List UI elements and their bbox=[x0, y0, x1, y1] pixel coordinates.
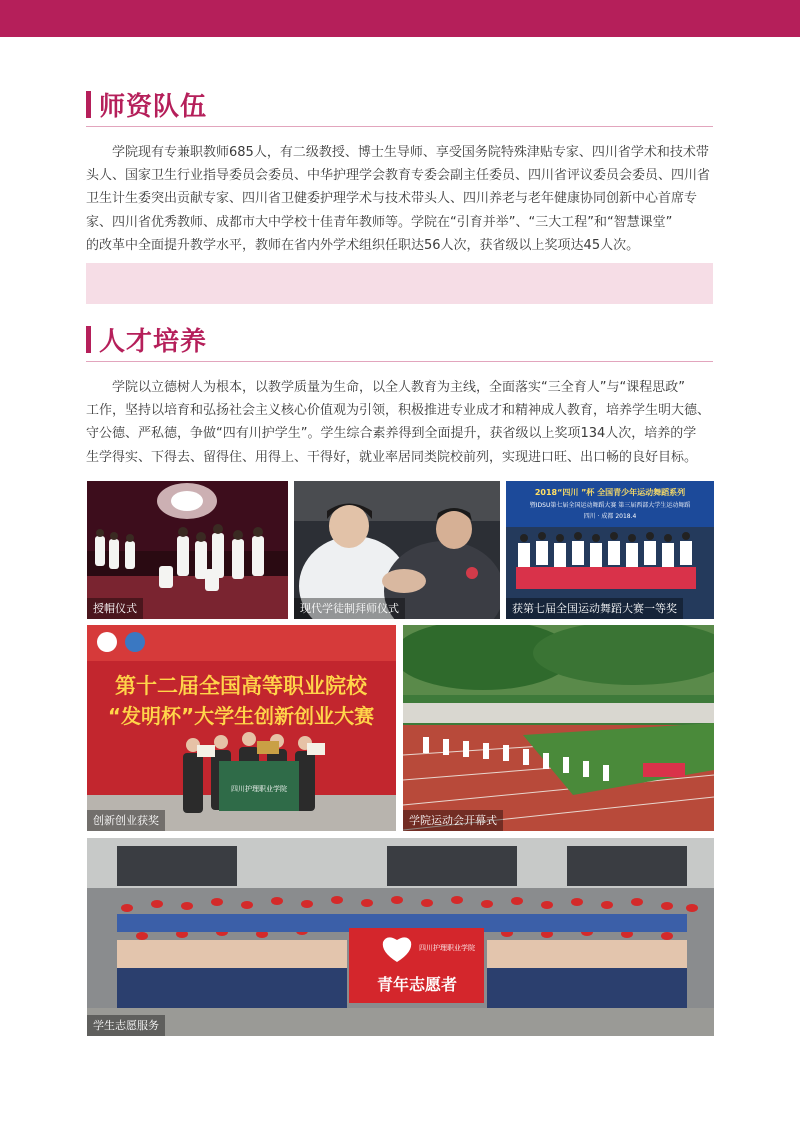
photo-caption: 创新创业获奖 bbox=[87, 810, 165, 831]
faculty-section-heading bbox=[86, 86, 207, 123]
pink-band bbox=[86, 263, 713, 304]
photo-caption: 学生志愿服务 bbox=[87, 1015, 165, 1036]
photo-caption: 获第七届全国运动舞蹈大赛一等奖 bbox=[506, 598, 683, 619]
dance-banner-line2: 暨IDSU第七届全国运动舞蹈大赛 第三届西部大学生运动舞蹈 bbox=[529, 502, 691, 509]
talent-paragraph bbox=[86, 376, 714, 469]
sports-field-photo-art bbox=[403, 625, 714, 831]
faculty-line: 的改革中全面提升教学水平，教师在省内外学术组织任职达56人次，获省级以上奖项达45人次。 bbox=[86, 237, 640, 253]
apprentice-ceremony-photo bbox=[294, 481, 500, 619]
heading-accent-bar bbox=[86, 326, 91, 353]
faculty-paragraph bbox=[86, 141, 714, 257]
innovation-award-photo bbox=[87, 625, 396, 831]
talent-line: 守公德、严私德，争做“四有川护学生”。学生综合素养得到全面提升，获省级以上奖项134人次，培养的学 bbox=[86, 426, 697, 442]
innovation-stage-photo-art bbox=[87, 625, 396, 831]
top-color-bar bbox=[0, 0, 800, 37]
innovation-backdrop-line2: “发明杯”大学生创新创业大赛 bbox=[107, 704, 375, 728]
faculty-title: 师资队伍 bbox=[99, 92, 208, 122]
faculty-divider bbox=[86, 126, 713, 127]
sports-meeting-photo bbox=[403, 625, 714, 831]
talent-section-heading bbox=[86, 321, 207, 358]
volunteer-group-photo bbox=[87, 838, 714, 1036]
talent-divider bbox=[86, 361, 713, 362]
photo-caption: 授帽仪式 bbox=[87, 598, 143, 619]
volunteer-group-photo-art bbox=[87, 838, 714, 1036]
capping-ceremony-photo bbox=[87, 481, 288, 619]
photo-caption: 学院运动会开幕式 bbox=[403, 810, 503, 831]
volunteer-banner-school: 四川护理职业学院 bbox=[419, 944, 475, 952]
dance-banner-line3: 四川 · 成都 2018.4 bbox=[583, 513, 637, 520]
volunteer-banner-main: 青年志愿者 bbox=[376, 975, 458, 994]
innovation-flag-text: 四川护理职业学院 bbox=[231, 785, 287, 793]
faculty-line: 卫生计生委突出贡献专家、四川省卫健委护理学术与技术带头人、四川养老与老年健康协同创新中心首席专 bbox=[86, 191, 698, 207]
faculty-line: 家、四川省优秀教师、成都市大中学校十佳青年教师等。学院在“引育并举”、“三大工程”和“智慧课堂” bbox=[86, 214, 673, 230]
talent-line: 生学得实、下得去、留得住、用得上、干得好，就业率居同类院校前列，实现进口旺、出口畅的良好目标。 bbox=[86, 449, 698, 465]
dance-banner-line1: 2018“四川 ”杯 全国青少年运动舞蹈系列 bbox=[534, 488, 686, 497]
faculty-line: 学院现有专兼职教师685人，有二级教授、博士生导师、享受国务院特殊津贴专家、四川省学术和技术带 bbox=[112, 145, 709, 160]
photo-caption: 现代学徒制拜师仪式 bbox=[294, 598, 405, 619]
heading-accent-bar bbox=[86, 91, 91, 118]
talent-line: 学院以立德树人为根本，以教学质量为生命，以全人教育为主线，全面落实“三全育人”与“课程思政” bbox=[112, 380, 685, 395]
faculty-line: 头人、国家卫生行业指导委员会委员、中华护理学会教育专委会副主任委员、四川省评议委员会委员、四川省 bbox=[86, 168, 711, 184]
talent-line: 工作，坚持以培育和弘扬社会主义核心价值观为引领，积极推进专业成才和精神成人教育，培养学生明大德、 bbox=[86, 403, 711, 419]
dance-award-photo bbox=[506, 481, 714, 619]
talent-title: 人才培养 bbox=[99, 327, 208, 357]
innovation-backdrop-line1: 第十二届全国高等职业院校 bbox=[115, 674, 367, 698]
